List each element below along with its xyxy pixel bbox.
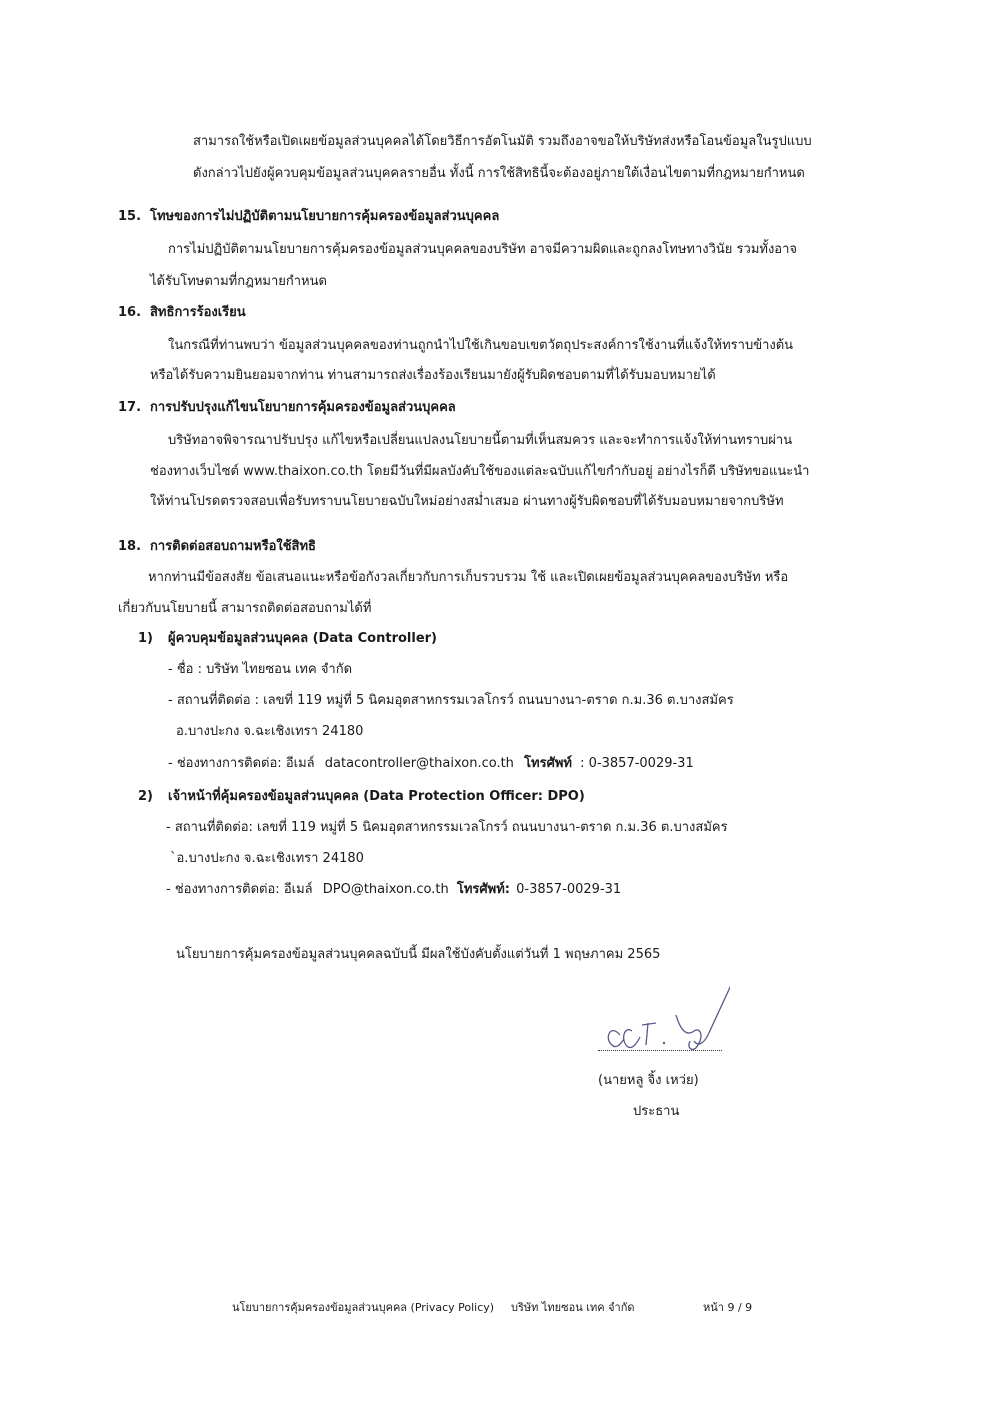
contact-prefix: - ช่องทางการติดต่อ: อีเมล์: [168, 756, 315, 771]
dpo-phone: 0-3857-0029-31: [516, 882, 622, 897]
signatory-name: (นายหลู จิ้ง เหว่ย): [598, 1073, 699, 1088]
controller-contact: [168, 755, 694, 773]
section-title: การปรับปรุงแก้ไขนโยบายการคุ้มครองข้อมูลส่วนบุคคล: [150, 400, 456, 415]
section-17-line-1: บริษัทอาจพิจารณาปรับปรุง แก้ไขหรือเปลี่ยนแปลงนโยบายนี้ตามที่เห็นสมควร และจะทำการแจ้งให้ท่านทราบผ่าน: [168, 433, 793, 448]
effective-date: นโยบายการคุ้มครองข้อมูลส่วนบุคคลฉบับนี้ มีผลใช้บังคับตั้งแต่วันที่ 1 พฤษภาคม 2565: [176, 947, 661, 962]
section-15-line-2: ได้รับโทษตามที่กฎหมายกำหนด: [150, 274, 327, 289]
section-number: 17.: [118, 400, 142, 415]
controller-address-2: อ.บางปะกง จ.ฉะเชิงเทรา 24180: [176, 724, 364, 739]
page-number: หน้า 9 / 9: [703, 1301, 753, 1314]
section-18-heading: [118, 538, 316, 556]
section-17-line-3: ให้ท่านโปรดตรวจสอบเพื่อรับทราบนโยบายฉบับใหม่อย่างสม่ำเสมอ ผ่านทางผู้รับผิดชอบที่ได้รับมอบหมายจากบริษัท: [150, 494, 784, 509]
dpo-address-2: `อ.บางปะกง จ.ฉะเชิงเทรา 24180: [170, 851, 364, 866]
controller-address-1: - สถานที่ติดต่อ : เลขที่ 119 หมู่ที่ 5 นิคมอุตสาหกรรมเวลโกรว์ ถนนบางนา-ตราด ก.ม.36 ต.บางสมัคร: [168, 693, 734, 708]
dpo-contact: [166, 881, 621, 899]
contact-prefix: - ช่องทางการติดต่อ: อีเมล์: [166, 882, 313, 897]
footer-title: นโยบายการคุ้มครองข้อมูลส่วนบุคคล (Privacy Policy): [232, 1301, 495, 1314]
dpo-heading: [138, 788, 585, 806]
controller-email[interactable]: datacontroller@thaixon.co.th: [324, 756, 514, 771]
phone-label: โทรศัพท์: [524, 756, 573, 771]
section-title: สิทธิการร้องเรียน: [150, 305, 246, 320]
section-16-line-1: ในกรณีที่ท่านพบว่า ข้อมูลส่วนบุคคลของท่านถูกนำไปใช้เกินขอบเขตวัตถุประสงค์การใช้งานที่แจ้งให้ทราบข้างต้น: [168, 338, 794, 353]
section-17-heading: [118, 399, 456, 417]
intro-line-2: ดังกล่าวไปยังผู้ควบคุมข้อมูลส่วนบุคคลรายอื่น ทั้งนี้ การใช้สิทธินี้จะต้องอยู่ภายใต้เงื่อนไขตามที่กฎหมายกำหนด: [193, 166, 805, 181]
dpo-address-1: - สถานที่ติดต่อ: เลขที่ 119 หมู่ที่ 5 นิคมอุตสาหกรรมเวลโกรว์ ถนนบางนา-ตราด ก.ม.36 ต.บางสมัคร: [166, 820, 728, 835]
phone-label: โทรศัพท์:: [456, 882, 510, 897]
dpo-email[interactable]: DPO@thaixon.co.th: [322, 882, 449, 897]
section-number: 18.: [118, 539, 142, 554]
signatory-position: ประธาน: [633, 1104, 680, 1119]
controller-heading: [138, 630, 437, 648]
section-16-line-2: หรือได้รับความยินยอมจากท่าน ท่านสามารถส่งเรื่องร้องเรียนมายังผู้รับผิดชอบตามที่ได้รับมอบหมายได้: [150, 368, 716, 383]
section-title: การติดต่อสอบถามหรือใช้สิทธิ: [150, 539, 316, 554]
intro-line-1: สามารถใช้หรือเปิดเผยข้อมูลส่วนบุคคลได้โดยวิธีการอัตโนมัติ รวมถึงอาจขอให้บริษัทส่งหรือโอนข้อมูลในรูปแบบ: [193, 134, 812, 149]
section-title: โทษของการไม่ปฏิบัติตามนโยบายการคุ้มครองข้อมูลส่วนบุคคล: [150, 209, 500, 224]
item-title: ผู้ควบคุมข้อมูลส่วนบุคคล (Data Controller): [168, 631, 438, 646]
signature-line: [598, 1048, 722, 1051]
section-15-heading: [118, 208, 499, 226]
section-number: 15.: [118, 209, 142, 224]
item-number: 2): [138, 789, 153, 804]
section-15-line-1: การไม่ปฏิบัติตามนโยบายการคุ้มครองข้อมูลส่วนบุคคลของบริษัท อาจมีความผิดและถูกลงโทษทางวินัย รวมทั้งอาจ: [168, 242, 798, 257]
controller-phone: : 0-3857-0029-31: [580, 756, 694, 771]
section-17-line-2: ช่องทางเว็บไซต์ www.thaixon.co.th โดยมีวันที่มีผลบังคับใช้ของแต่ละฉบับแก้ไขกำกับอยู่ อย่างไรก็ดี บริษัทขอแนะนำ: [150, 464, 810, 479]
section-18-line-1: หากท่านมีข้อสงสัย ข้อเสนอแนะหรือข้อกังวลเกี่ยวกับการเก็บรวบรวม ใช้ และเปิดเผยข้อมูลส่วนบุคคลของบริษัท หรือ: [148, 570, 789, 585]
item-number: 1): [138, 631, 153, 646]
section-16-heading: [118, 304, 246, 322]
section-number: 16.: [118, 305, 142, 320]
item-title: เจ้าหน้าที่คุ้มครองข้อมูลส่วนบุคคล (Data Protection Officer: DPO): [168, 789, 585, 804]
controller-name: - ชื่อ : บริษัท ไทยซอน เทค จำกัด: [168, 662, 353, 677]
footer-company: บริษัท ไทยซอน เทค จำกัด: [511, 1301, 635, 1314]
section-18-line-2: เกี่ยวกับนโยบายนี้ สามารถติดต่อสอบถามได้ที่: [118, 601, 372, 616]
